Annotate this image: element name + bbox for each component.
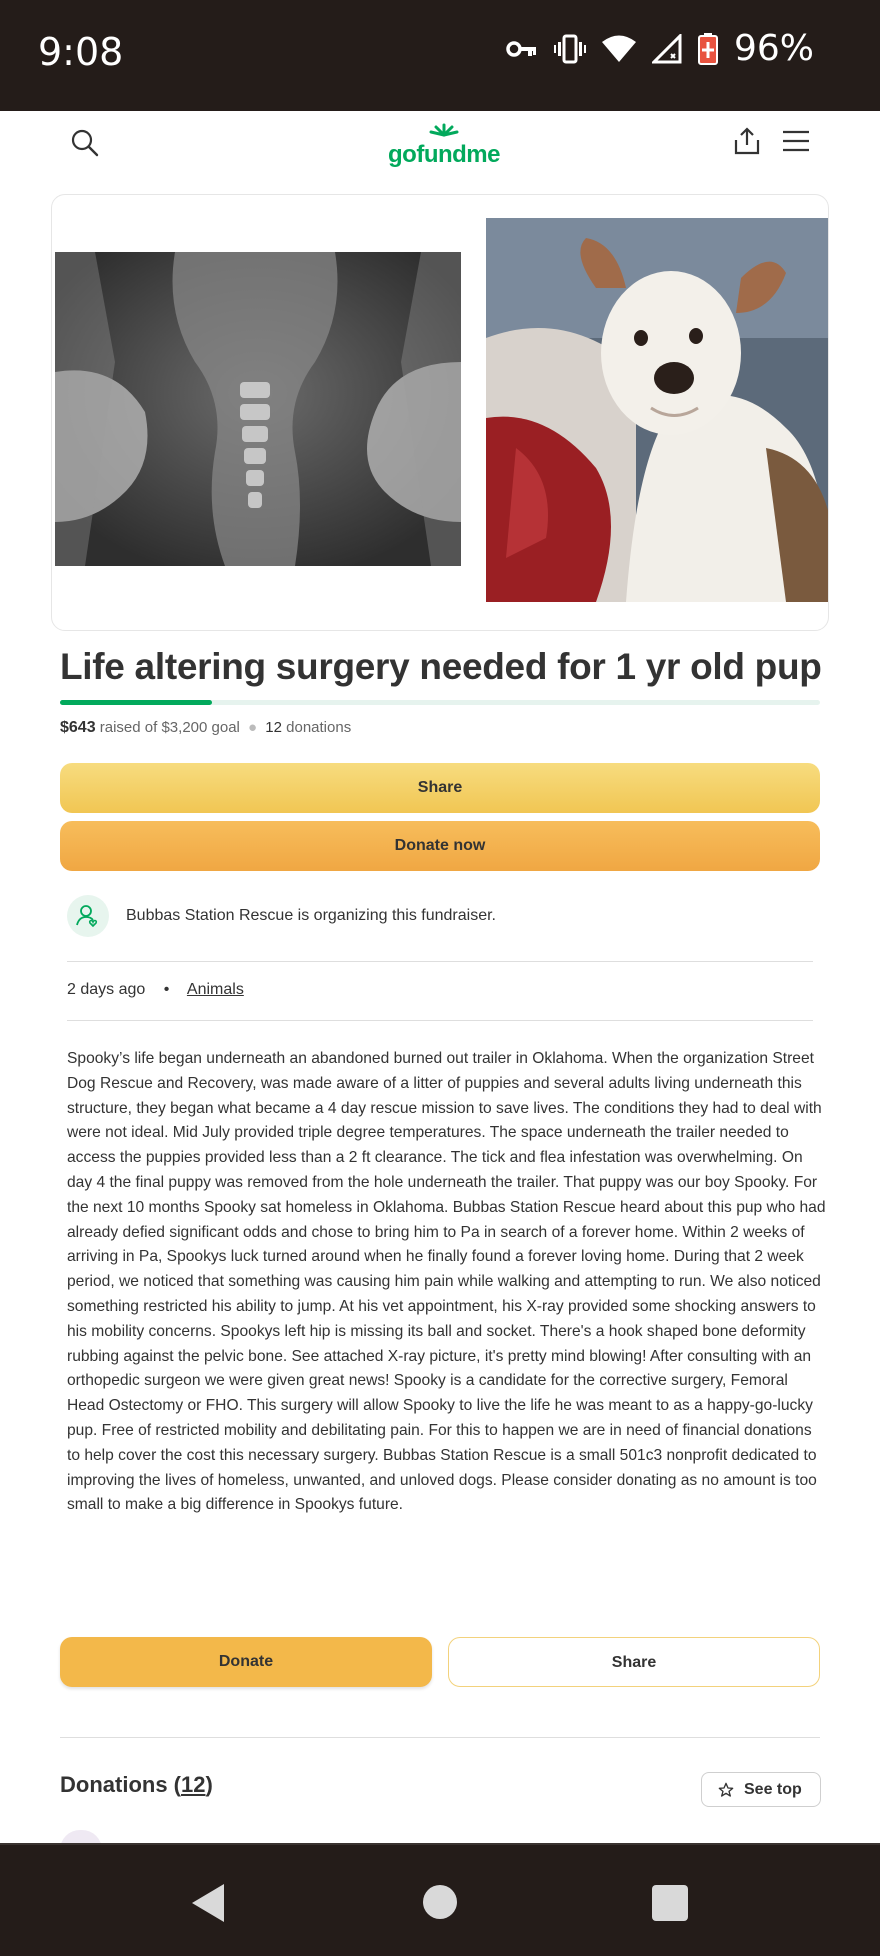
star-icon: [718, 1782, 734, 1798]
donations-label: donations: [286, 719, 352, 736]
funding-progress-bar: [60, 700, 820, 705]
share-button[interactable]: Share: [60, 763, 820, 813]
campaign-gallery[interactable]: [51, 194, 829, 631]
signal-icon: [652, 34, 682, 64]
system-navigation-bar: [0, 1843, 880, 1956]
status-icons: [506, 28, 814, 69]
donations-heading: [60, 1772, 213, 1798]
dog-photo[interactable]: [486, 218, 829, 602]
donations-count-link[interactable]: 12: [181, 1772, 206, 1797]
donate-now-button[interactable]: Donate now: [60, 821, 820, 871]
status-bar: [0, 0, 880, 111]
vibrate-icon: [554, 34, 586, 64]
recents-icon[interactable]: [652, 1885, 688, 1921]
funding-summary: [60, 719, 351, 737]
search-icon[interactable]: [70, 128, 100, 158]
divider: [67, 961, 813, 962]
top-navigation: [0, 111, 880, 195]
category-link[interactable]: Animals: [186, 981, 244, 998]
organizer-avatar: [67, 895, 109, 937]
funding-progress-fill: [60, 700, 212, 705]
organizer-text: Bubbas Station Rescue is organizing this fundraiser.: [126, 907, 496, 924]
campaign-meta: [67, 981, 244, 999]
gofundme-logo[interactable]: [384, 121, 504, 171]
xray-image[interactable]: [55, 252, 461, 566]
see-top-button[interactable]: [701, 1772, 821, 1807]
vpn-key-icon: [506, 38, 538, 60]
posted-time: 2 days ago: [67, 981, 146, 998]
wifi-icon: [602, 35, 636, 63]
menu-icon[interactable]: [781, 129, 811, 153]
logo-sunburst-icon: [384, 121, 504, 143]
status-time: 9:08: [38, 30, 124, 74]
see-top-label: See top: [744, 1781, 802, 1798]
logo-text: gofundme: [388, 141, 500, 168]
separator-dot: ●: [248, 719, 258, 736]
campaign-title: Life altering surgery needed for 1 yr old pup: [60, 646, 822, 687]
divider: [60, 1737, 820, 1738]
meta-bullet: •: [163, 981, 170, 998]
donations-heading-text: Donations (: [60, 1772, 181, 1797]
battery-percentage: 96%: [733, 28, 814, 69]
raised-amount: $643: [60, 719, 96, 736]
home-icon[interactable]: [423, 1885, 457, 1919]
raised-goal-text: raised of $3,200 goal: [99, 719, 240, 736]
donate-button[interactable]: Donate: [60, 1637, 432, 1687]
divider: [67, 1020, 813, 1021]
campaign-story: Spooky’s life began underneath an abandoned burned out trailer in Oklahoma. When the organization Street Dog Rescue and Recovery, was made aware of a litter of puppies and several adults living underneath this structure, they began what became a 4 day rescue mission to save lives. The conditions they had to deal with were not ideal. Mid July provided triple degree temperatures. The space underneath the trailer needed to access the puppies provided less than a 2 ft clearance. The tick and flea infestation was overwhelming. On day 4 the final puppy was removed from the hole underneath the trailer. That puppy was our boy Spooky. For the next 10 months Spooky sat homeless in Oklahoma. Bubbas Station Rescue heard about this pup who had already defied significant odds and chose to bring him to Pa in search of a forever home. Within 2 weeks of arriving in Pa, Spookys luck turned around when he finally found a forever loving home. During that 2 week period, we noticed that something was causing him pain while walking and attempting to run. We also noticed something restricted his ability to jump. At his vet appointment, his X-ray provided some shocking answers to his mobility concerns. Spookys left hip is missing its ball and socket. There's a hook shaped bone deformity rubbing against the pelvic bone. See attached X-ray picture, it's pretty mind blowing! After consulting with an orthopedic surgeon we were given great news! Spooky is a candidate for the corrective surgery, Femoral Head Ostectomy or FHO. This surgery will allow Spooky to live the life he was meant to as a happy-go-lucky pup. Free of restricted mobility and debilitating pain. For this to happen we are in need of financial donations to help cover the cost this necessary surgery. Bubbas Station Rescue is a small 501c3 nonprofit dedicated to improving the lives of homeless, unwanted, and unloved dogs. Please consider donating as no amount is too small to make a big difference in Spookys future.: [67, 1050, 826, 1514]
battery-charging-icon: [698, 33, 718, 65]
back-icon[interactable]: [190, 1882, 226, 1924]
donation-count: 12: [265, 719, 282, 736]
share-button-secondary[interactable]: Share: [448, 1637, 820, 1687]
share-icon[interactable]: [733, 126, 761, 156]
donations-heading-close: ): [205, 1772, 213, 1797]
organizer-row: [67, 895, 827, 937]
organizer-person-icon: [67, 895, 109, 937]
